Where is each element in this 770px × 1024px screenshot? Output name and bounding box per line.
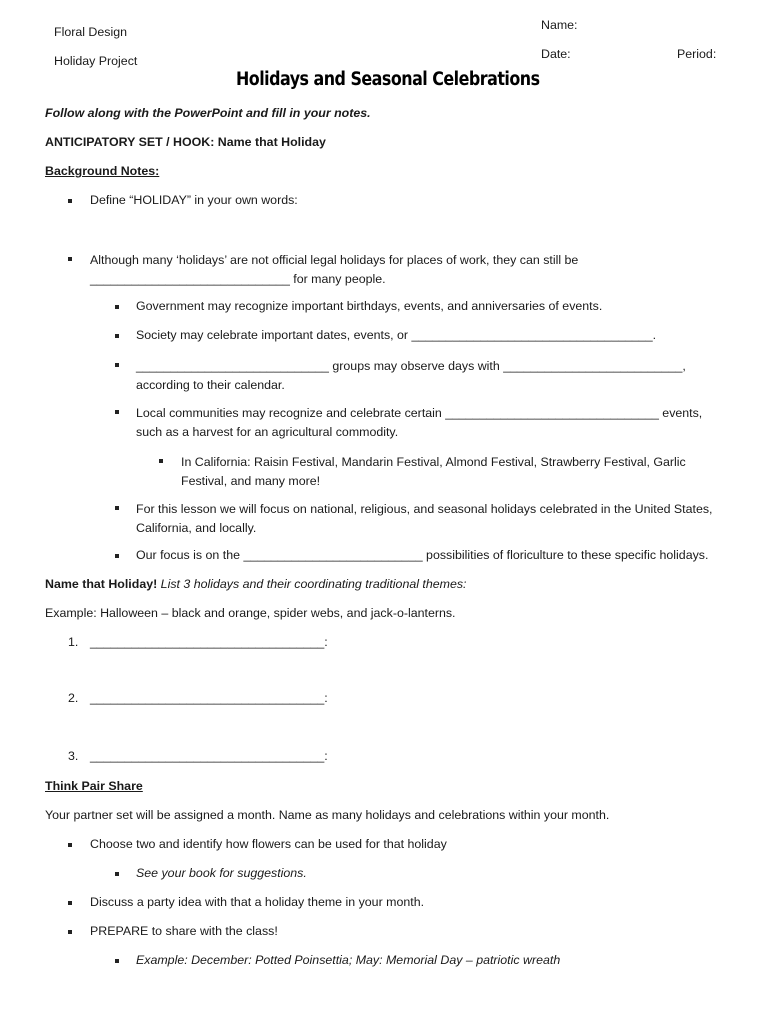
name-that-holiday-heading bbox=[45, 577, 467, 591]
california-item bbox=[181, 453, 686, 491]
period-label: Period: bbox=[677, 47, 717, 61]
think-pair-share-intro: Your partner set will be assigned a month. Name as many holidays and celebrations within your month. bbox=[45, 808, 610, 822]
choose-two-item: Choose two and identify how flowers can be used for that holiday bbox=[90, 837, 447, 851]
government-item: Government may recognize important birthdays, events, and anniversaries of events. bbox=[136, 299, 603, 313]
bullet-icon bbox=[68, 257, 72, 261]
lesson-focus-item bbox=[136, 500, 713, 538]
our-focus-item: Our focus is on the __________________________ possibilities of floriculture to these specific holidays. bbox=[136, 548, 709, 562]
local-communities-item bbox=[136, 404, 702, 442]
lesson-line-2: California, and locally. bbox=[136, 521, 257, 535]
prepare-item: PREPARE to share with the class! bbox=[90, 924, 278, 938]
groups-item bbox=[136, 357, 686, 395]
project-name: Holiday Project bbox=[54, 54, 138, 68]
bullet-icon bbox=[68, 930, 72, 934]
think-pair-share-heading: Think Pair Share bbox=[45, 779, 143, 793]
although-line-1: Although many ‘holidays’ are not official legal holidays for places of work, they can still be bbox=[90, 253, 579, 267]
course-name: Floral Design bbox=[54, 25, 127, 39]
background-heading: Background Notes: bbox=[45, 164, 160, 178]
halloween-example: Example: Halloween – black and orange, spider webs, and jack-o-lanterns. bbox=[45, 606, 456, 620]
although-line-2: _____________________________ for many people. bbox=[90, 272, 386, 286]
society-item: Society may celebrate important dates, events, or ___________________________________. bbox=[136, 328, 657, 342]
page-title: Holidays and Seasonal Celebrations bbox=[236, 69, 540, 90]
see-book-item: See your book for suggestions. bbox=[136, 866, 307, 880]
although-item bbox=[90, 251, 578, 289]
bullet-icon bbox=[159, 459, 163, 463]
instructions: Follow along with the PowerPoint and fill in your notes. bbox=[45, 106, 371, 120]
bullet-icon bbox=[115, 872, 119, 876]
name-label: Name: bbox=[541, 18, 578, 32]
groups-line-1: ____________________________ groups may observe days with __________________________, bbox=[136, 359, 686, 373]
december-example-item: Example: December: Potted Poinsettia; May: Memorial Day – patriotic wreath bbox=[136, 953, 561, 967]
bullet-icon bbox=[115, 410, 119, 414]
bullet-icon bbox=[68, 199, 72, 203]
anticipatory-set: ANTICIPATORY SET / HOOK: Name that Holiday bbox=[45, 135, 326, 149]
bullet-icon bbox=[68, 901, 72, 905]
holiday-blank-3[interactable]: __________________________________: bbox=[90, 749, 328, 763]
holiday-blank-1[interactable]: __________________________________: bbox=[90, 635, 328, 649]
bullet-icon bbox=[115, 959, 119, 963]
lesson-line-1: For this lesson we will focus on national, religious, and seasonal holidays celebrated in the United States, bbox=[136, 502, 713, 516]
holiday-number-3: 3. bbox=[68, 749, 79, 763]
bullet-icon bbox=[115, 363, 119, 367]
bullet-icon bbox=[115, 554, 119, 558]
date-label: Date: bbox=[541, 47, 571, 61]
name-that-holiday-instructions: List 3 holidays and their coordinating traditional themes: bbox=[157, 577, 467, 591]
bullet-icon bbox=[115, 305, 119, 309]
define-holiday-item: Define “HOLIDAY” in your own words: bbox=[90, 193, 298, 207]
local-line-2: such as a harvest for an agricultural commodity. bbox=[136, 425, 399, 439]
bullet-icon bbox=[68, 843, 72, 847]
local-line-1: Local communities may recognize and celebrate certain _______________________________ events, bbox=[136, 406, 703, 420]
california-line-2: Festival, and many more! bbox=[181, 474, 321, 488]
holiday-number-1: 1. bbox=[68, 635, 79, 649]
holiday-number-2: 2. bbox=[68, 691, 79, 705]
name-that-holiday-bold: Name that Holiday! bbox=[45, 577, 158, 591]
california-line-1: In California: Raisin Festival, Mandarin Festival, Almond Festival, Strawberry Festival, Garlic bbox=[181, 455, 686, 469]
groups-line-2: according to their calendar. bbox=[136, 378, 285, 392]
bullet-icon bbox=[115, 506, 119, 510]
holiday-blank-2[interactable]: __________________________________: bbox=[90, 691, 328, 705]
discuss-party-item: Discuss a party idea with that a holiday theme in your month. bbox=[90, 895, 425, 909]
bullet-icon bbox=[115, 334, 119, 338]
